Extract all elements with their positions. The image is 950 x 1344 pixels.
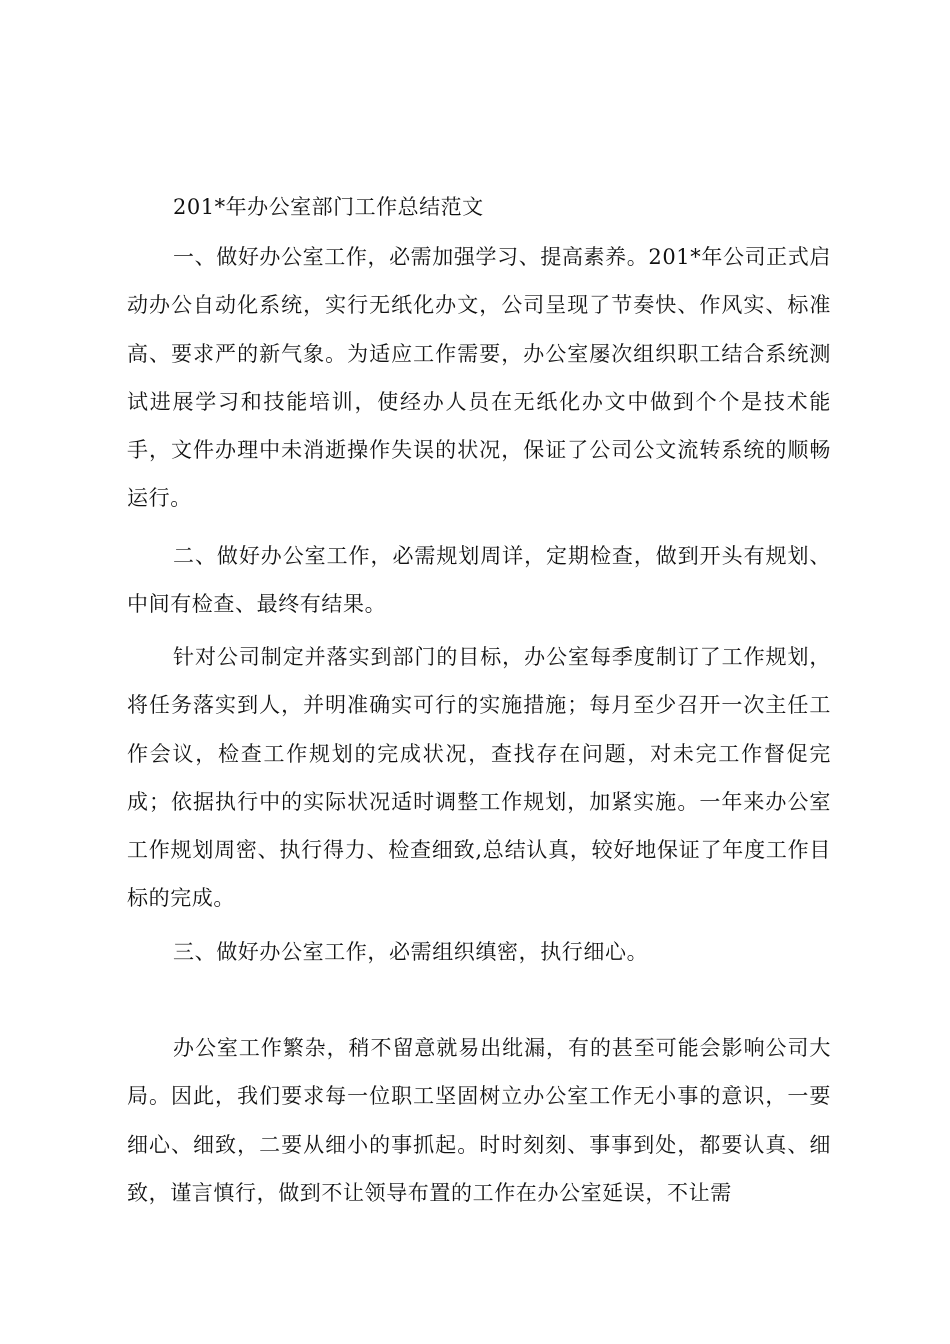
paragraph-5: 办公室工作繁杂，稍不留意就易出纰漏，有的甚至可能会影响公司大局。因此，我们要求每一位职工坚固树立办公室工作无小事的意识，一要细心、细致，二要从细小的事抓起。时时刻刻、事事到处，都要认真、细致，谨言慎行，做到不让领导布置的工作在办公室延误，不让需 [127, 1036, 831, 1205]
paragraph-4: 三、做好办公室工作，必需组织缜密，执行细心。 [173, 940, 649, 964]
document-title: 201*年办公室部门工作总结范文 [173, 195, 484, 219]
paragraph-2: 二、做好办公室工作，必需规划周详，定期检查，做到开头有规划、中间有检查、最终有结果。 [127, 544, 831, 617]
paragraph-1: 一、做好办公室工作，必需加强学习、提高素养。201*年公司正式启动办公自动化系统，实行无纸化办文，公司呈现了节奏快、作风实、标准高、要求严的新气象。为适应工作需要，办公室屡次组织职工结合系统测试进展学习和技能培训，使经办人员在无纸化办文中做到个个是技术能手，文件办理中未消逝操作失误的状况，保证了公司公文流转系统的顺畅运行。 [127, 245, 831, 511]
paragraph-3: 针对公司制定并落实到部门的目标，办公室每季度制订了工作规划，将任务落实到人，并明准确实可行的实施措施；每月至少召开一次主任工作会议，检查工作规划的完成状况，查找存在问题，对未完工作督促完成；依据执行中的实际状况适时调整工作规划，加紧实施。一年来办公室工作规划周密、执行得力、检查细致,总结认真，较好地保证了年度工作目标的完成。 [127, 645, 831, 911]
